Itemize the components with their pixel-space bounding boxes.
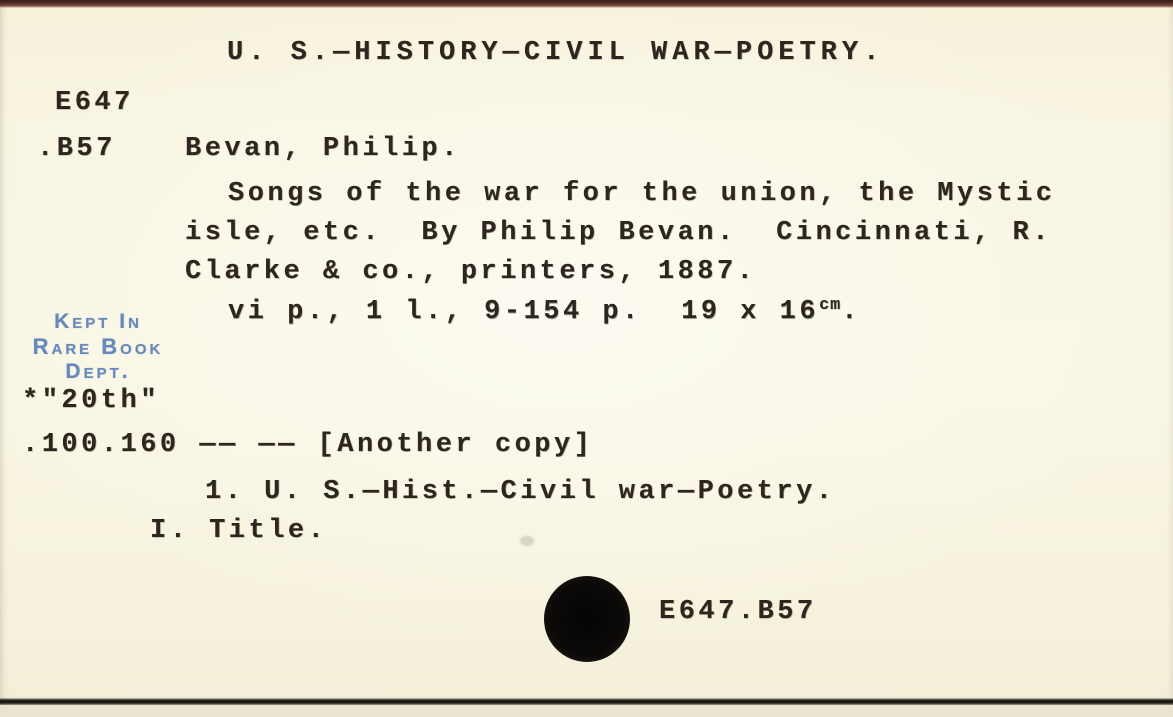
collation-text: vi p., 1 l., 9-154 p. 19 x 16 xyxy=(228,297,820,328)
title-statement-line-1: Songs of the war for the union, the Mystic xyxy=(228,179,1056,209)
scan-bottom-edge xyxy=(0,698,1173,705)
collation-period: . xyxy=(841,297,861,328)
call-number-cutter: .B57 xyxy=(37,134,116,164)
added-title-entry: I. Title. xyxy=(150,516,328,546)
title-statement-line-2: isle, etc. By Philip Bevan. Cincinnati, R. xyxy=(185,218,1052,248)
subject-tracing-entry: 1. U. S.—Hist.—Civil war—Poetry. xyxy=(205,477,836,507)
shelf-note: *"20th" xyxy=(22,386,160,416)
call-number-class: E647 xyxy=(55,88,134,118)
subject-heading: U. S.—HISTORY—CIVIL WAR—POETRY. xyxy=(227,38,885,68)
scan-bottom-margin xyxy=(0,705,1173,717)
title-statement-line-3: Clarke & co., printers, 1887. xyxy=(185,257,757,287)
collation-unit-superscript: cm xyxy=(819,296,842,315)
another-copy-line: .100.160 —— —— [Another copy] xyxy=(22,430,594,460)
hole-punch xyxy=(544,576,630,662)
stamp-line-3: Dept. xyxy=(65,360,131,383)
author-main-entry: Bevan, Philip. xyxy=(185,134,461,164)
scan-smudge xyxy=(520,536,534,546)
stamp-line-1: Kept In xyxy=(54,310,142,333)
stamp-line-2: Rare Book xyxy=(32,334,164,359)
collation-line xyxy=(228,296,861,327)
rare-book-dept-stamp xyxy=(2,309,194,384)
scan-top-edge xyxy=(0,0,1173,8)
call-number-bottom: E647.B57 xyxy=(659,597,817,627)
